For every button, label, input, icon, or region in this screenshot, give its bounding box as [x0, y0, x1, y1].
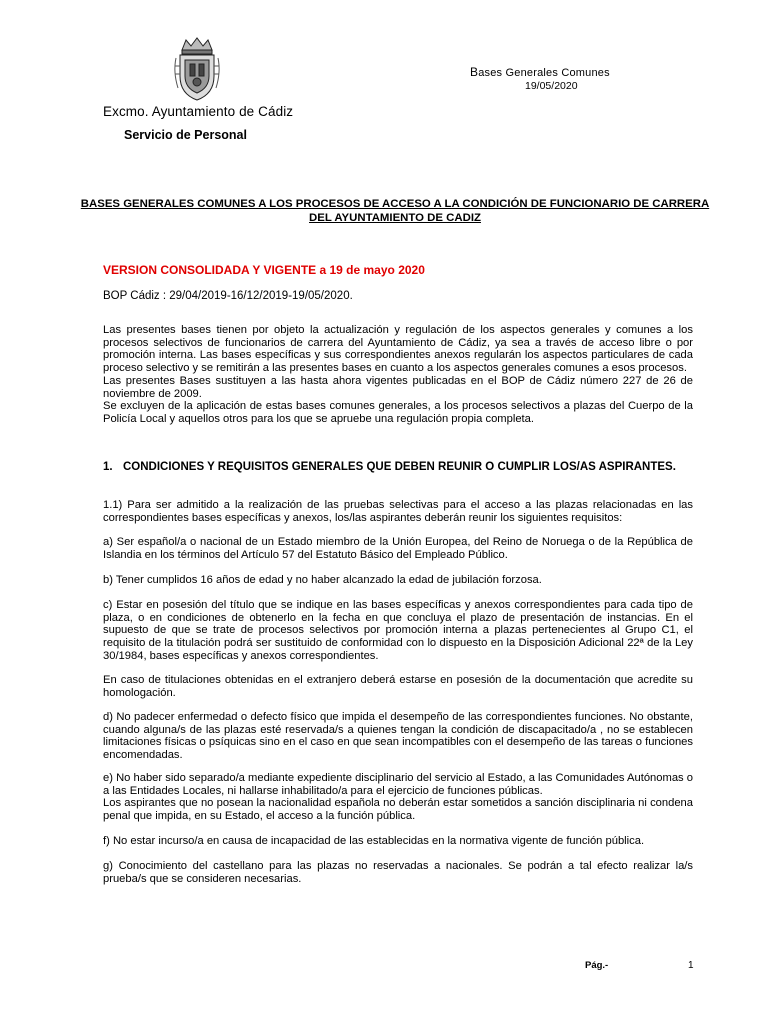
paragraph-a: a) Ser español/a o nacional de un Estado miembro de la Unión Europea, del Reino de Noruega o de la República de Islandia en los términos del Artículo 57 del Estatuto Básico del Empleado Público. — [103, 536, 693, 561]
header-doc-title: ases Generales Comunes — [478, 67, 610, 79]
section-heading — [103, 461, 676, 473]
intro-block — [103, 324, 693, 426]
paragraph-1-1: 1.1) Para ser admitido a la realización de las pruebas selectivas para el acceso a las plazas relacionadas en las correspondientes bases específicas y anexos, los/las aspirantes deberán reunir los siguientes requisitos: — [103, 499, 693, 524]
paragraph-f: f) No estar incurso/a en causa de incapacidad de las establecidas en la normativa vigente de función pública. — [103, 835, 645, 847]
paragraph-e-2: Los aspirantes que no posean la nacionalidad española no deberán estar sometidos a sanción disciplinaria ni condena penal que impida, en su Estado, el acceso a la función pública. — [103, 797, 693, 823]
intro-paragraph-3: Se excluyen de la aplicación de estas bases comunes generales, a los procesos selectivos a plazas del Cuerpo de la Policía Local y aquellos otros para los que se apruebe una regulación propia completa. — [103, 400, 693, 425]
intro-paragraph-2: Las presentes Bases sustituyen a las hasta ahora vigentes publicadas en el BOP de Cádiz número 227 de 26 de noviembre de 2009. — [103, 374, 693, 400]
page-label: Pág.- — [585, 960, 609, 971]
page-number: 1 — [688, 960, 694, 971]
organization-name: Excmo. Ayuntamiento de Cádiz — [103, 104, 294, 119]
section-title: CONDICIONES Y REQUISITOS GENERALES QUE DEBEN REUNIR O CUMPLIR LOS/AS ASPIRANTES. — [123, 461, 676, 473]
header-document-label — [470, 66, 610, 93]
paragraph-c: c) Estar en posesión del título que se indique en las bases específicas y anexos correspondientes para cada tipo de plaza, o en condiciones de obtenerlo en la fecha en que concluya el plazo de presentación de instancias. En el supuesto de que se trate de procesos selectivos por promoción interna a plazas pertenecientes al Grupo C1, el requisito de la titulación podrá ser sustituido de conformidad con lo dispuesto en la Disposición Adicional 22ª de la Ley 30/1984, bases específicas y anexos correspondientes. — [103, 599, 693, 662]
document-title: BASES GENERALES COMUNES A LOS PROCESOS DE ACCESO A LA CONDICIÓN DE FUNCIONARIO DE CARRERA DEL AYUNTAMIENTO DE CADIZ — [80, 198, 710, 224]
header-doc-date: 19/05/2020 — [525, 80, 578, 92]
section-number: 1. — [103, 461, 113, 473]
paragraph-e — [103, 772, 693, 823]
bop-reference: BOP Cádiz : 29/04/2019-16/12/2019-19/05/2020. — [103, 290, 353, 302]
paragraph-d: d) No padecer enfermedad o defecto físico que impida el desempeño de las correspondientes funciones. No obstante, cuando alguna/s de las plazas esté reservada/s a quienes tengan la condición de discapacitado/a , no se establecen limitaciones físicas o psíquicas sino en el caso en que sean incompatibles con el desempeño de las tareas o funciones encomendadas. — [103, 711, 693, 762]
department-name: Servicio de Personal — [124, 128, 247, 142]
version-notice: VERSION CONSOLIDADA Y VIGENTE a 19 de mayo 2020 — [103, 263, 425, 277]
paragraph-c-homologation: En caso de titulaciones obtenidas en el extranjero deberá estarse en posesión de la documentación que acredite su homologación. — [103, 674, 693, 699]
paragraph-b: b) Tener cumplidos 16 años de edad y no haber alcanzado la edad de jubilación forzosa. — [103, 574, 542, 586]
header-doc-title-initial: B — [470, 65, 479, 79]
coat-of-arms-icon — [172, 36, 222, 102]
paragraph-e-1: e) No haber sido separado/a mediante expediente disciplinario del servicio al Estado, a las Comunidades Autónomas o a las Entidades Locales, ni hallarse inhabilitado/a para el ejercicio de funciones públicas. — [103, 772, 693, 797]
paragraph-g: g) Conocimiento del castellano para las plazas no reservadas a nacionales. Se podrán a tal efecto realizar la/s prueba/s que se consideren necesarias. — [103, 860, 693, 885]
intro-paragraph-1: Las presentes bases tienen por objeto la actualización y regulación de los aspectos generales y comunes a los procesos selectivos de funcionarios de carrera del Ayuntamiento de Cádiz, ya sea a través de acceso libre o por promoción interna. Las bases específicas y sus correspondientes anexos regularán los aspectos particulares de cada proceso selectivo y se remitirán a las presentes bases en cuanto a los aspectos generales comunes a esos procesos. — [103, 324, 693, 375]
